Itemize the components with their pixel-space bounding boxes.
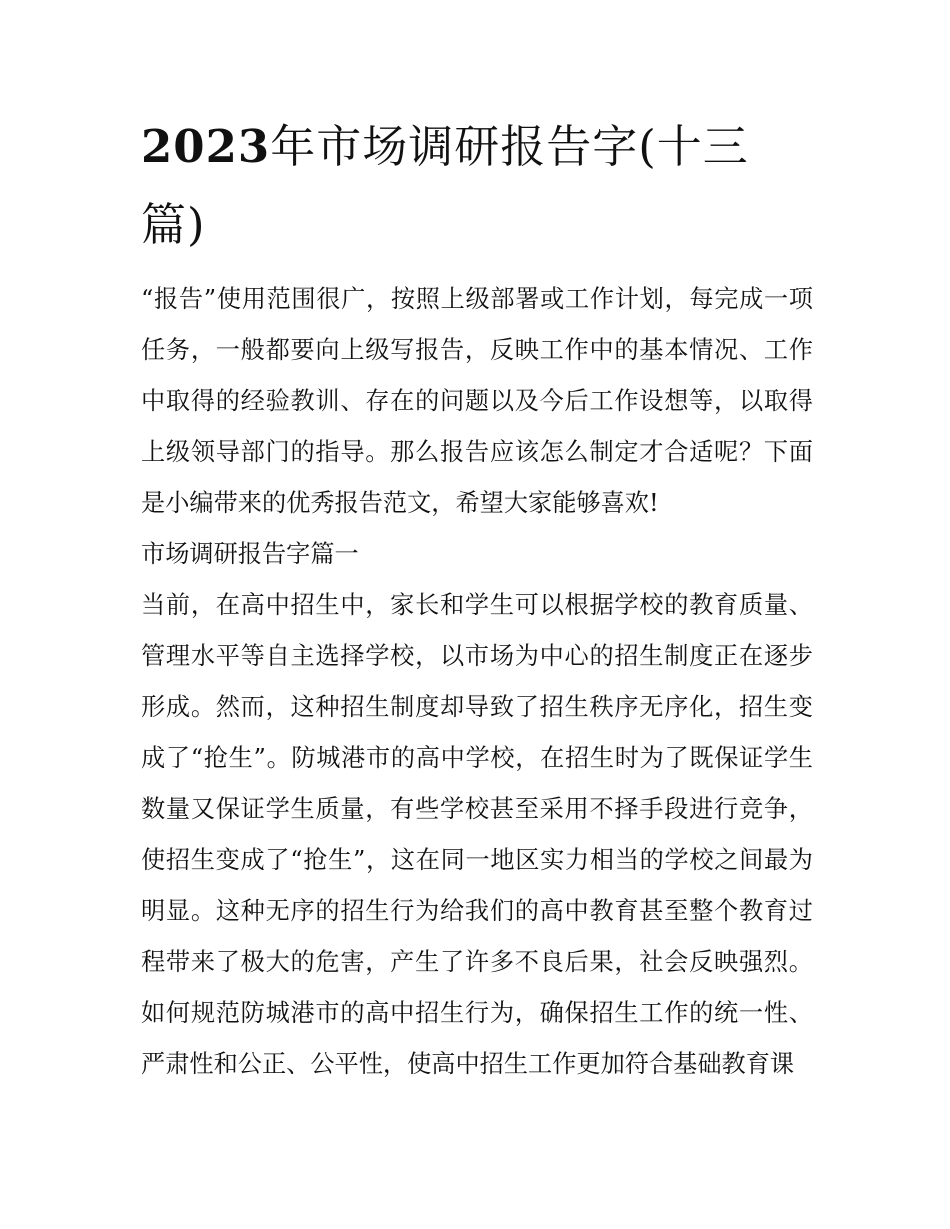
section-heading: 市场调研报告字篇一 xyxy=(141,540,359,568)
document-body xyxy=(141,274,813,1090)
title-text: 年市场调研报告字(十三篇) xyxy=(141,120,749,251)
document-title xyxy=(141,108,813,264)
section-paragraph: 当前，在高中招生中，家长和学生可以根据学校的教育质量、管理水平等自主选择学校，以市场为中心的招生制度正在逐步形成。然而，这种招生制度却导致了招生秩序无序化，招生变成了“抢生”。防城港市的高中学校，在招生时为了既保证学生数量又保证学生质量，有些学校甚至采用不择手段进行竞争，使招生变成了“抢生”，这在同一地区实力相当的学校之间最为明显。这种无序的招生行为给我们的高中教育甚至整个教育过程带来了极大的危害，产生了许多不良后果，社会反映强烈。如何规范防城港市的高中招生行为，确保招生工作的统一性、严肃性和公正、公平性，使高中招生工作更加符合基础教育课 xyxy=(141,591,813,1078)
document-page xyxy=(141,108,813,1090)
intro-paragraph: “报告”使用范围很广，按照上级部署或工作计划，每完成一项任务，一般都要向上级写报告，反映工作中的基本情况、工作中取得的经验教训、存在的问题以及今后工作设想等，以取得上级领导部门的指导。那么报告应该怎么制定才合适呢？下面是小编带来的优秀报告范文，希望大家能够喜欢! xyxy=(141,285,813,517)
title-year: 2023 xyxy=(141,120,271,173)
